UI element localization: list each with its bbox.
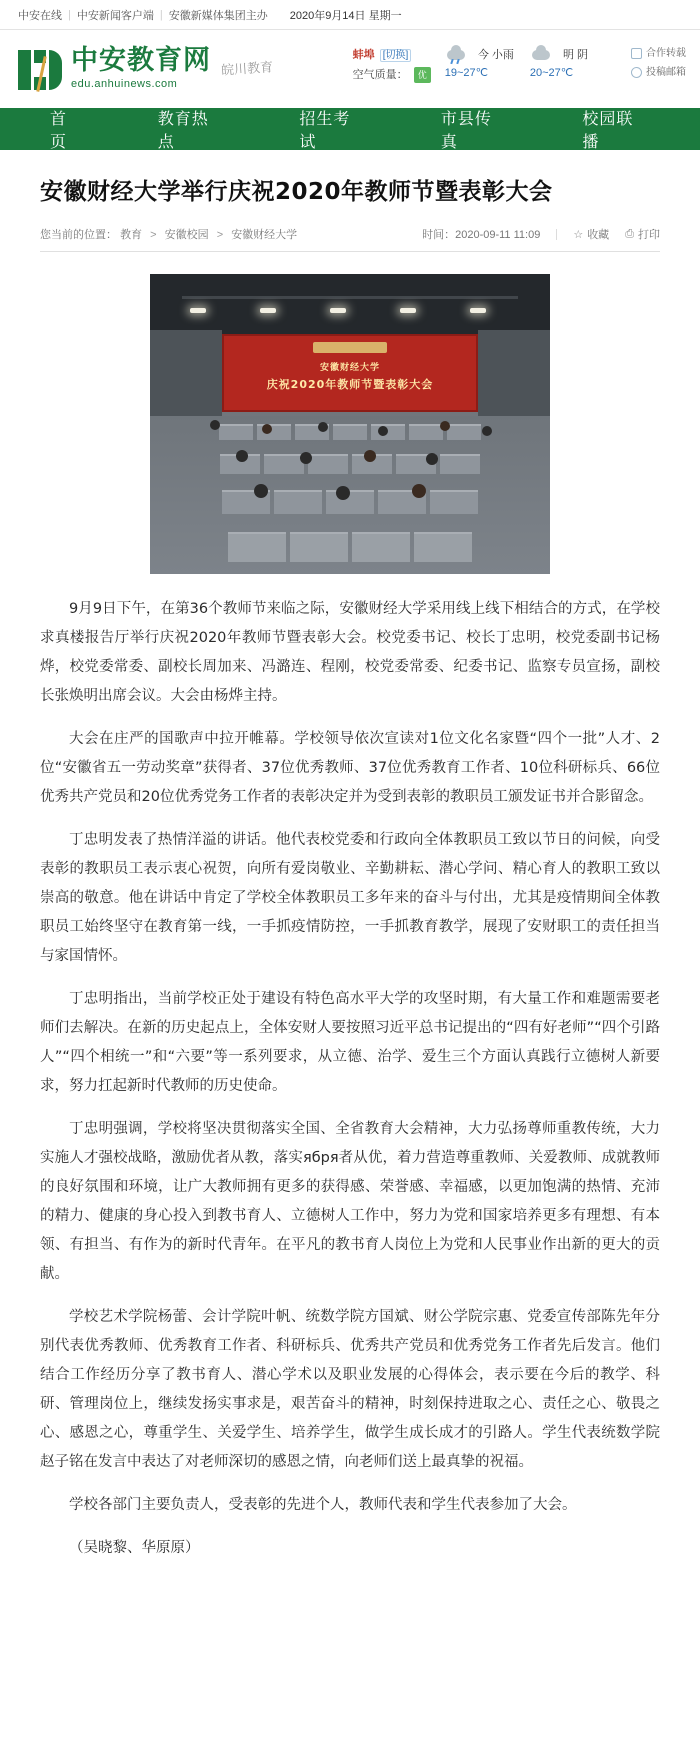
weather-city-name: 蚌埠 (352, 49, 375, 61)
article-meta (40, 226, 660, 252)
breadcrumb-item-education[interactable]: 教育 (120, 229, 143, 242)
article-paragraph: 丁忠明指出，当前学校正处于建设有特色高水平大学的攻坚时期，有大量工作和难题需要老师们去解决。在新的历史起点上，全体安财人要按照习近平总书记提出的“四有好老师”“四个引路人”“四个相统一”和“六要”等一系列要求，从立德、治学、爱生三个方面认真践行立德树人新要求，努力扛起新时代教师的历史使命。 (40, 991, 660, 1095)
mail-icon (631, 67, 642, 78)
topbar-separator: | (159, 8, 163, 21)
print-button[interactable] (625, 226, 660, 242)
rain-icon (445, 46, 471, 64)
weather-city-change-link[interactable]: [切换] (380, 49, 412, 62)
nav-item-home[interactable]: 首页 (50, 111, 68, 151)
topbar-link-kehuduan[interactable]: 中安新闻客户端 (76, 9, 154, 22)
article-paragraph: 大会在庄严的国歌声中拉开帷幕。学校领导依次宣读对1位文化名家暨“四个一批”人才、2位“安徽省五一劳动奖章”获得者、37位优秀教师、37位优秀教育工作者、10位科研标兵、66位优秀共产党员和20位优秀党务工作者的表彰决定并为受到表彰的教职员工颁发证书并合影留念。 (40, 731, 660, 806)
main-nav (0, 108, 700, 150)
star-icon: ☆ (573, 228, 584, 241)
printer-icon: ⎙ (625, 227, 634, 240)
article-time-value: 2020-09-11 11:09 (455, 229, 541, 242)
weather-tomorrow (530, 46, 588, 82)
handshake-icon (631, 48, 642, 59)
weather-today-temp: 19~27℃ (444, 66, 488, 79)
article-photo-wrap (40, 274, 660, 579)
favorite-button[interactable] (573, 226, 609, 242)
cloud-icon (530, 46, 556, 64)
article-body (40, 589, 660, 1607)
meta-divider (556, 229, 557, 240)
logo-title: 中安教育网 (71, 44, 211, 76)
weather-tomorrow-label: 明 阴 (562, 48, 588, 61)
article-paragraph: 丁忠明发表了热情洋溢的讲话。他代表校党委和行政向全体教职员工致以节日的问候，向受表彰的教职员工表示衷心祝贺，向所有爱岗敬业、辛勤耕耘、潜心学问、精心育人的教职工致以崇高的敬意。他在讲话中肯定了学校全体教职员工多年来的奋斗与付出，尤其是疫情期间全体教职员工始终坚守在教育第一线，一手抓疫情防控，一手抓教育教学，展现了安财职工的责任担当与家国情怀。 (40, 832, 660, 965)
nav-item-city-county[interactable]: 市县传真 (440, 111, 492, 151)
article-photo (150, 274, 550, 574)
weather-today (445, 46, 514, 82)
weather-widget (353, 46, 604, 86)
nav-item-admission-exam[interactable]: 招生考试 (299, 111, 351, 151)
logo-icon (18, 48, 64, 92)
article-paragraph: 9月9日下午，在第36个教师节来临之际，安徽财经大学采用线上线下相结合的方式，在学校求真楼报告厅举行庆祝2020年教师节暨表彰大会。校党委书记、校长丁忠明，校党委副书记杨烨，校党委常委、副校长周加来、冯潞连、程刚，校党委常委、纪委书记、监察专员宣扬，副校长张焕明出席会议。大会由杨烨主持。 (40, 601, 660, 705)
header-links (631, 44, 686, 82)
print-label: 打印 (638, 229, 660, 242)
banner-event-title: 庆祝2020年教师节暨表彰大会 (266, 378, 434, 392)
article (0, 176, 700, 1607)
weather-today-label: 今 小雨 (477, 48, 514, 61)
site-header (0, 30, 700, 108)
breadcrumb-arrow: > (216, 229, 224, 242)
favorite-label: 收藏 (587, 229, 610, 242)
article-signature: （吴晓黎、华原原） (69, 1540, 200, 1557)
article-time-label: 时间： (422, 229, 456, 242)
topbar-date: 2020年9月14日 星期一 (289, 9, 402, 22)
topbar-link-jituan[interactable]: 安徽新媒体集团主办 (168, 9, 268, 22)
breadcrumb (40, 226, 297, 242)
header-link-submission[interactable]: 投稿邮箱 (646, 67, 686, 78)
nav-item-edu-hot[interactable]: 教育热点 (157, 111, 209, 151)
site-logo[interactable] (18, 46, 211, 93)
breadcrumb-item-aufe[interactable]: 安徽财经大学 (231, 229, 298, 242)
air-quality-badge: 优 (414, 67, 431, 83)
weather-city-block (353, 46, 431, 86)
breadcrumb-arrow: > (150, 229, 157, 242)
top-bar (0, 0, 700, 30)
banner-top-strip (313, 342, 387, 353)
topbar-link-zaixian[interactable]: 中安在线 (18, 9, 62, 22)
nav-item-campus-broadcast[interactable]: 校园联播 (582, 111, 634, 151)
topbar-separator: | (68, 8, 71, 21)
weather-tomorrow-temp: 20~27℃ (529, 66, 574, 79)
banner-university-name: 安徽财经大学 (319, 363, 381, 374)
calligraphy-stamp: 皖川教育 (220, 59, 274, 79)
article-paragraph: 学校艺术学院杨蕾、会计学院叶帆、统数学院方国斌、财公学院宗惠、党委宣传部陈先年分别代表优秀教师、优秀教育工作者、科研标兵、优秀共产党员和优秀党务工作者先后发言。他们结合工作经历分享了教书育人、潜心学术以及职业发展的心得体会，表示要在今后的教学、科研、管理岗位上，继续发扬实事求是，艰苦奋斗的精神，时刻保持进取之心、责任之心、敬畏之心、感恩之心，尊重学生、关爱学生、培养学生，做学生成长成才的引路人。学生代表统数学院赵子铭在发言中表达了对老师深切的感恩之情，向老师们送上最真挚的祝福。 (40, 1309, 660, 1471)
page-title: 安徽财经大学举行庆祝2020年教师节暨表彰大会 (40, 179, 553, 205)
article-time (422, 226, 540, 242)
breadcrumb-item-anhui-campus[interactable]: 安徽校园 (164, 229, 209, 242)
breadcrumb-prefix: 您当前的位置： (40, 229, 117, 242)
air-quality-label: 空气质量： (352, 68, 408, 81)
article-paragraph: 丁忠明强调，学校将坚决贯彻落实全国、全省教育大会精神，大力弘扬尊师重教传统，大力实施人才强校战略，激励优者从教，落实ября者从优，着力营造尊重教师、关爱教师、成就教师的良好氛围和环境，让广大教师拥有更多的获得感、荣誉感、幸福感，以更加饱满的热情、充沛的精力、健康的身心投入到教书育人、立德树人工作中，努力为党和国家培养更多有理想、有本领、有担当、有作为的新时代青年。在平凡的教书育人岗位上为党和人民事业作出新的更大的贡献。 (40, 1121, 660, 1283)
article-paragraph: 学校各部门主要负责人，受表彰的先进个人，教师代表和学生代表参加了大会。 (69, 1497, 577, 1514)
header-link-cooperation[interactable]: 合作转载 (646, 48, 686, 59)
logo-url: edu.anhuinews.com (71, 78, 178, 91)
stage-banner (222, 334, 478, 412)
